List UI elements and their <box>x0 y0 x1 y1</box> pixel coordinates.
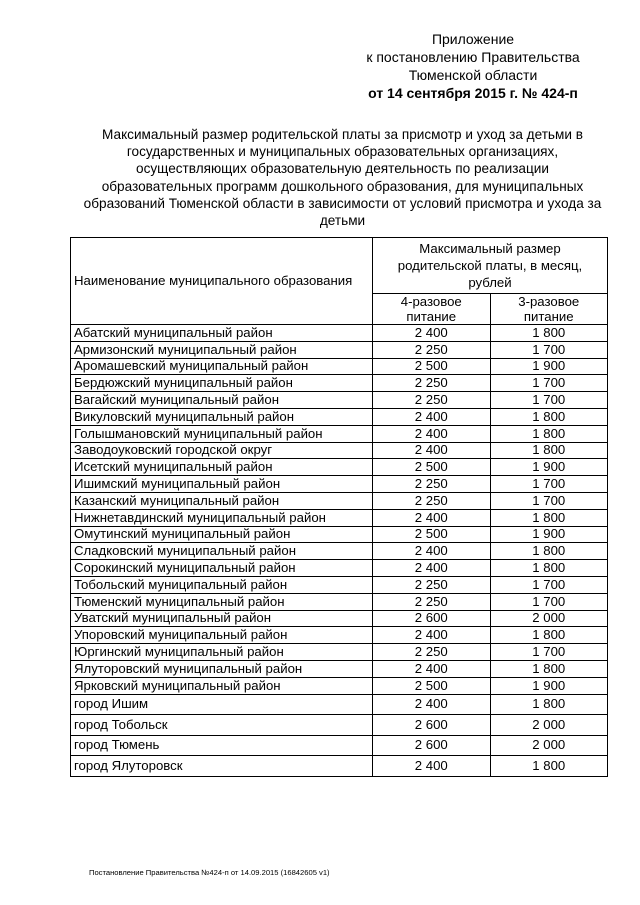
table-row <box>71 560 608 577</box>
appendix-region: Тюменской области <box>408 67 538 83</box>
table-row <box>71 735 608 756</box>
table-row <box>71 677 608 694</box>
table-row <box>71 392 608 409</box>
table-row <box>71 610 608 627</box>
fee-3-meal: 1 900 <box>490 677 608 694</box>
municipality-name: Тобольский муниципальный район <box>71 576 373 593</box>
document-title: Максимальный размер родительской платы за присмотр и уход за детьми в государственных и муниципальных образовательных организациях, осуществляющих образовательную деятельность по реализации образовательных программ дошкольного образования, для муниципальных образований Тюменской области в зависимости от условий присмотра и ухода за детьми <box>83 127 602 229</box>
fee-3-meal: 1 700 <box>490 644 608 661</box>
fee-table <box>70 237 608 777</box>
fee-4-meal: 2 400 <box>373 694 491 715</box>
fee-3-meal: 1 800 <box>490 627 608 644</box>
table-row <box>71 627 608 644</box>
fee-3-meal: 1 700 <box>490 375 608 392</box>
fee-4-meal: 2 400 <box>373 756 491 777</box>
municipality-name: Уватский муниципальный район <box>71 610 373 627</box>
fee-3-meal: 1 800 <box>490 660 608 677</box>
table-body <box>71 325 608 777</box>
fee-3-meal: 1 800 <box>490 442 608 459</box>
table-row <box>71 492 608 509</box>
appendix-label: Приложение <box>431 31 515 47</box>
fee-3-meal: 1 700 <box>490 576 608 593</box>
municipality-name: Заводоуковский городской округ <box>71 442 373 459</box>
municipality-name: Ишимский муниципальный район <box>71 476 373 493</box>
municipality-name: город Тобольск <box>71 715 373 736</box>
municipality-name: Ялуторовский муниципальный район <box>71 660 373 677</box>
table-row <box>71 476 608 493</box>
fee-3-meal: 1 800 <box>490 694 608 715</box>
header-municipality: Наименование муниципального образования <box>71 238 373 325</box>
table-row <box>71 425 608 442</box>
fee-4-meal: 2 500 <box>373 677 491 694</box>
fee-3-meal: 1 700 <box>490 341 608 358</box>
fee-3-meal: 1 800 <box>490 756 608 777</box>
table-row <box>71 459 608 476</box>
fee-3-meal: 1 700 <box>490 476 608 493</box>
table-row <box>71 593 608 610</box>
fee-4-meal: 2 250 <box>373 593 491 610</box>
table-row <box>71 543 608 560</box>
fee-4-meal: 2 400 <box>373 325 491 342</box>
fee-4-meal: 2 500 <box>373 526 491 543</box>
municipality-name: Нижнетавдинский муниципальный район <box>71 509 373 526</box>
fee-4-meal: 2 400 <box>373 442 491 459</box>
fee-4-meal: 2 500 <box>373 358 491 375</box>
municipality-name: Юргинский муниципальный район <box>71 644 373 661</box>
table-row <box>71 408 608 425</box>
fee-4-meal: 2 400 <box>373 660 491 677</box>
fee-3-meal: 2 000 <box>490 735 608 756</box>
fee-3-meal: 1 700 <box>490 492 608 509</box>
fee-3-meal: 1 800 <box>490 560 608 577</box>
municipality-name: Армизонский муниципальный район <box>71 341 373 358</box>
fee-4-meal: 2 400 <box>373 408 491 425</box>
fee-4-meal: 2 400 <box>373 560 491 577</box>
table-row <box>71 756 608 777</box>
table-row <box>71 341 608 358</box>
fee-4-meal: 2 250 <box>373 644 491 661</box>
fee-3-meal: 2 000 <box>490 610 608 627</box>
appendix-block <box>360 30 586 102</box>
header-3-meal: 3-разовое питание <box>490 294 608 325</box>
fee-3-meal: 1 700 <box>490 593 608 610</box>
fee-4-meal: 2 400 <box>373 425 491 442</box>
municipality-name: Тюменский муниципальный район <box>71 593 373 610</box>
municipality-name: город Ишим <box>71 694 373 715</box>
municipality-name: Казанский муниципальный район <box>71 492 373 509</box>
table-row <box>71 644 608 661</box>
fee-3-meal: 1 900 <box>490 459 608 476</box>
municipality-name: Абатский муниципальный район <box>71 325 373 342</box>
table-row <box>71 660 608 677</box>
fee-4-meal: 2 600 <box>373 735 491 756</box>
municipality-name: Исетский муниципальный район <box>71 459 373 476</box>
fee-4-meal: 2 600 <box>373 610 491 627</box>
municipality-name: Вагайский муниципальный район <box>71 392 373 409</box>
fee-3-meal: 1 800 <box>490 325 608 342</box>
table-row <box>71 694 608 715</box>
fee-4-meal: 2 250 <box>373 476 491 493</box>
municipality-name: Омутинский муниципальный район <box>71 526 373 543</box>
fee-4-meal: 2 600 <box>373 715 491 736</box>
fee-3-meal: 1 800 <box>490 408 608 425</box>
municipality-name: Сладковский муниципальный район <box>71 543 373 560</box>
fee-3-meal: 1 900 <box>490 358 608 375</box>
table-row <box>71 325 608 342</box>
fee-4-meal: 2 500 <box>373 459 491 476</box>
municipality-name: город Тюмень <box>71 735 373 756</box>
municipality-name: Сорокинский муниципальный район <box>71 560 373 577</box>
table-row <box>71 358 608 375</box>
fee-3-meal: 2 000 <box>490 715 608 736</box>
fee-3-meal: 1 800 <box>490 425 608 442</box>
municipality-name: Упоровский муниципальный район <box>71 627 373 644</box>
fee-4-meal: 2 250 <box>373 576 491 593</box>
fee-3-meal: 1 900 <box>490 526 608 543</box>
municipality-name: Бердюжский муниципальный район <box>71 375 373 392</box>
table-row <box>71 526 608 543</box>
fee-3-meal: 1 700 <box>490 392 608 409</box>
fee-3-meal: 1 800 <box>490 509 608 526</box>
appendix-date-number: от 14 сентября 2015 г. № 424-п <box>368 85 578 101</box>
municipality-name: Голышмановский муниципальный район <box>71 425 373 442</box>
table-row <box>71 715 608 736</box>
header-4-meal: 4-разовое питание <box>373 294 491 325</box>
header-max-fee: Максимальный размер родительской платы, в месяц, рублей <box>373 238 608 294</box>
table-row <box>71 509 608 526</box>
table-row <box>71 375 608 392</box>
municipality-name: Ярковский муниципальный район <box>71 677 373 694</box>
fee-4-meal: 2 250 <box>373 492 491 509</box>
fee-4-meal: 2 400 <box>373 543 491 560</box>
footer-reference: Постановление Правительства №424-п от 14.09.2015 (16842605 v1) <box>89 868 330 877</box>
fee-4-meal: 2 250 <box>373 392 491 409</box>
fee-4-meal: 2 250 <box>373 341 491 358</box>
fee-4-meal: 2 400 <box>373 509 491 526</box>
municipality-name: Викуловский муниципальный район <box>71 408 373 425</box>
municipality-name: Аромашевский муниципальный район <box>71 358 373 375</box>
fee-4-meal: 2 250 <box>373 375 491 392</box>
table-row <box>71 576 608 593</box>
appendix-resolution: к постановлению Правительства <box>366 49 580 65</box>
fee-4-meal: 2 400 <box>373 627 491 644</box>
table-row <box>71 442 608 459</box>
municipality-name: город Ялуторовск <box>71 756 373 777</box>
fee-3-meal: 1 800 <box>490 543 608 560</box>
